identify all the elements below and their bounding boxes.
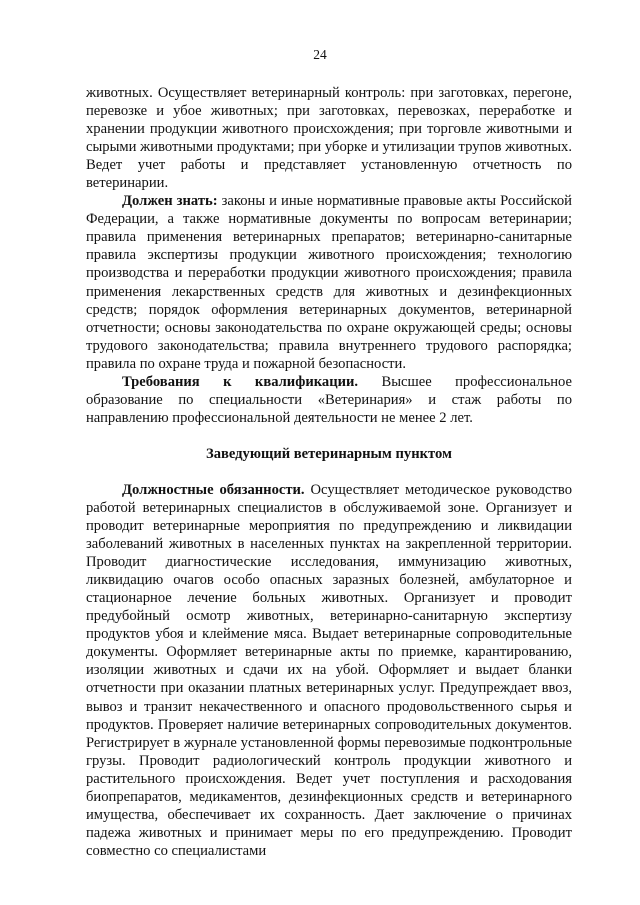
duties-paragraph — [86, 481, 572, 860]
continuation-paragraph: животных. Осуществляет ветеринарный контроль: при заготовках, перегоне, перевозке и убое животных; при заготовках, перевозках, переработке и хранении продукции животного происхождения; при торговле животными и сырыми животными продуктами; при уборке и утилизации трупов животных. Ведет учет работы и представляет установленную отчетность по ветеринарии. — [86, 85, 572, 192]
duties-label: Должностные обязанности. — [122, 481, 305, 498]
must-know-paragraph — [86, 192, 572, 372]
duties-text: Осуществляет методическое руководство работой ветеринарных специалистов в обслуживаемой зоне. Организует и проводит ветеринарные мероприятия по предупреждению и ликвидации заболеваний животных в населенных пунктах на закрепленной территории. Проводит диагностические исследования, иммунизацию животных, ликвидацию очагов особо опасных заразных болезней, амбулаторное и стационарное лечение больных животных. Организует и проводит предубойный осмотр животных, ветеринарно-санитарную экспертизу продуктов убоя и клеймение мяса. Выдает ветеринарные сопроводительные документы. Оформляет ветеринарные акты по приемке, карантированию, изоляции животных и сдачи их на убой. Оформляет и выдает бланки отчетности при оказании платных ветеринарных услуг. Предупреждает ввоз, вывоз и транзит некачественного и опасного продовольственного сырья и продуктов. Проверяет наличие ветеринарных сопроводительных документов. Регистрирует в журнале установленной формы перевозимые подконтрольные грузы. Проводит радиологический контроль продукции животного и растительного происхождения. Ведет учет поступления и расходования биопрепаратов, медикаментов, дезинфекционных средств и ветеринарного имущества, обеспечивает их сохранность. Дает заключение о причинах падежа животных и принимает меры по его предупреждению. Проводит совместно со специалистами — [86, 481, 572, 859]
section-heading: Заведующий ветеринарным пунктом — [206, 445, 452, 462]
document-body — [86, 84, 572, 860]
requirements-paragraph — [86, 373, 572, 427]
requirements-text: Высшее профессиональное образование по специальности «Ветеринария» и стаж работы по направлению профессиональной деятельности не менее 2 лет. — [86, 373, 572, 426]
must-know-text: законы и иные нормативные правовые акты Российской Федерации, а также нормативные документы по вопросам ветеринарии; правила применения ветеринарных препаратов; ветеринарно-санитарные правила экспертизы продукции животного происхождения; технологию производства и переработки продукции животного происхождения; правила применения лекарственных средств для животных и дезинфекционных средств; порядок оформления ветеринарных документов, ветеринарной отчетности; основы законодательства по охране окружающей среды; основы трудового законодательства; правила внутреннего трудового распорядка; правила по охране труда и пожарной безопасности. — [86, 193, 572, 372]
page-number: 24 — [313, 47, 327, 62]
requirements-label: Требования к квалификации. — [122, 373, 359, 390]
must-know-label: Должен знать: — [122, 193, 218, 210]
